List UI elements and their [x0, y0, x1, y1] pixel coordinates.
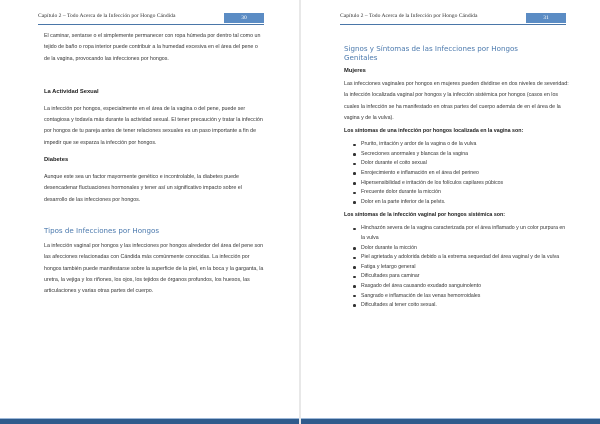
list-item: Enrojecimiento e inflamación en el área del perineo: [361, 169, 570, 179]
list-heading: Los síntomas de la infección vaginal por hongos sistémica son:: [344, 212, 506, 219]
list-item: Dolor durante la micción: [361, 244, 570, 254]
page-footer: [0, 419, 300, 424]
right-page: [300, 0, 600, 424]
section-heading: Mujeres: [344, 68, 366, 74]
list-item: Dolor durante el coito sexual: [361, 159, 570, 169]
page-footer: [300, 419, 600, 424]
list-item: Dificultades al tener coito sexual.: [361, 301, 570, 311]
list-item: Dolor en la parte inferior de la pelvis.: [361, 198, 570, 208]
list-item: Hipersensibilidad e irritación de los folículos capilares púbicos: [361, 179, 570, 189]
list-item: Dificultades para caminar: [361, 272, 570, 282]
list-item: Rasgado del área causando exudado sanguinolento: [361, 282, 570, 292]
paragraph: Aunque este sea un factor mayormente genético e incontrolable, la diabetes puede desencadenar fluctuaciones hormonales y tener así un significativo impacto sobre el desarrollo de las infecciones por hongos.: [44, 174, 242, 203]
list-item: Frecuente dolor durante la micción: [361, 188, 570, 198]
page-gutter: [299, 0, 301, 424]
page-content: [344, 44, 570, 311]
page-header: [38, 13, 264, 25]
chapter-title: Capítulo 2 – Todo Acerca de la Infección por Hongo Cándida: [340, 13, 478, 19]
list-item: Fatiga y letargo general: [361, 263, 570, 273]
list-item: Prurito, irritación y ardor de la vagina o de la vulva: [361, 140, 570, 150]
page-number: 30: [224, 13, 264, 23]
list-item: Hinchazón severa de la vagina caracterizada por el área inflamado y un color purpura en la vulva: [361, 224, 570, 243]
list-item: Sangrado e inflamación de las venas hemorroidales: [361, 292, 570, 302]
paragraph: La infección vaginal por hongos y las infecciones por hongos alrededor del área del pene son las afecciones relacionadas con Cándida más comúnmente conocidas. La infección por hongos también puede manifestarse sobre la superficie de la piel, en la boca y la garganta, la uretra, la vejiga y los riñones, los ojos, los tejidos de órganos profundos, los huesos, las articulaciones y varias otras partes del cuerpo.: [44, 242, 264, 295]
section-title-cont: Genitales: [344, 53, 378, 62]
section-title: Signos y Síntomas de las Infecciones por Hongos: [344, 44, 519, 53]
paragraph: El caminar, sentarse o el simplemente permanecer con ropa húmeda por dentro tal como un tejido de baño o ropa interior puede contribuir a la humedad excesiva en el área del pene o de la vagina, provocando las infecciones por hongos.: [44, 33, 261, 62]
section-title: Tipos de Infecciones por Hongos: [44, 225, 160, 235]
page-number: 31: [526, 13, 566, 23]
local-symptom-list: [344, 140, 570, 207]
page-content: [44, 31, 264, 297]
list-item: Piel agrietada y adolorida debido a la extrema sequedad del área vaginal y de la vulva: [361, 253, 570, 263]
section-heading: Diabetes: [44, 157, 69, 164]
paragraph: Las infecciones vaginales por hongos en mujeres pueden dividirse en dos niveles de severidad: la infección localizada vaginal por hongos y la infección sistémica por hongos (casos en los cuales la infección se ha manifestado en otras partes del cuerpo además de en el área de la vagina y de la vulva).: [344, 81, 569, 121]
page-header: [340, 13, 566, 25]
list-heading: Los síntomas de una infección por hongos localizada en la vagina son:: [344, 128, 524, 135]
list-item: Secreciones anormales y blancas de la vagina: [361, 150, 570, 160]
chapter-title: Capítulo 2 – Todo Acerca de la Infección por Hongo Cándida: [38, 13, 176, 19]
systemic-symptom-list: [344, 224, 570, 310]
section-heading: La Actividad Sexual: [44, 88, 99, 95]
paragraph: La infección por hongos, especialmente en el área de la vagina o del pene, puede ser contagiosa y todavía más durante la actividad sexual. El tener precaución y tratar la infección por hongos de tu pareja antes de tener relaciones sexuales es un paso importante a fin de impedir que se esparza la infección por hongos.: [44, 105, 263, 146]
